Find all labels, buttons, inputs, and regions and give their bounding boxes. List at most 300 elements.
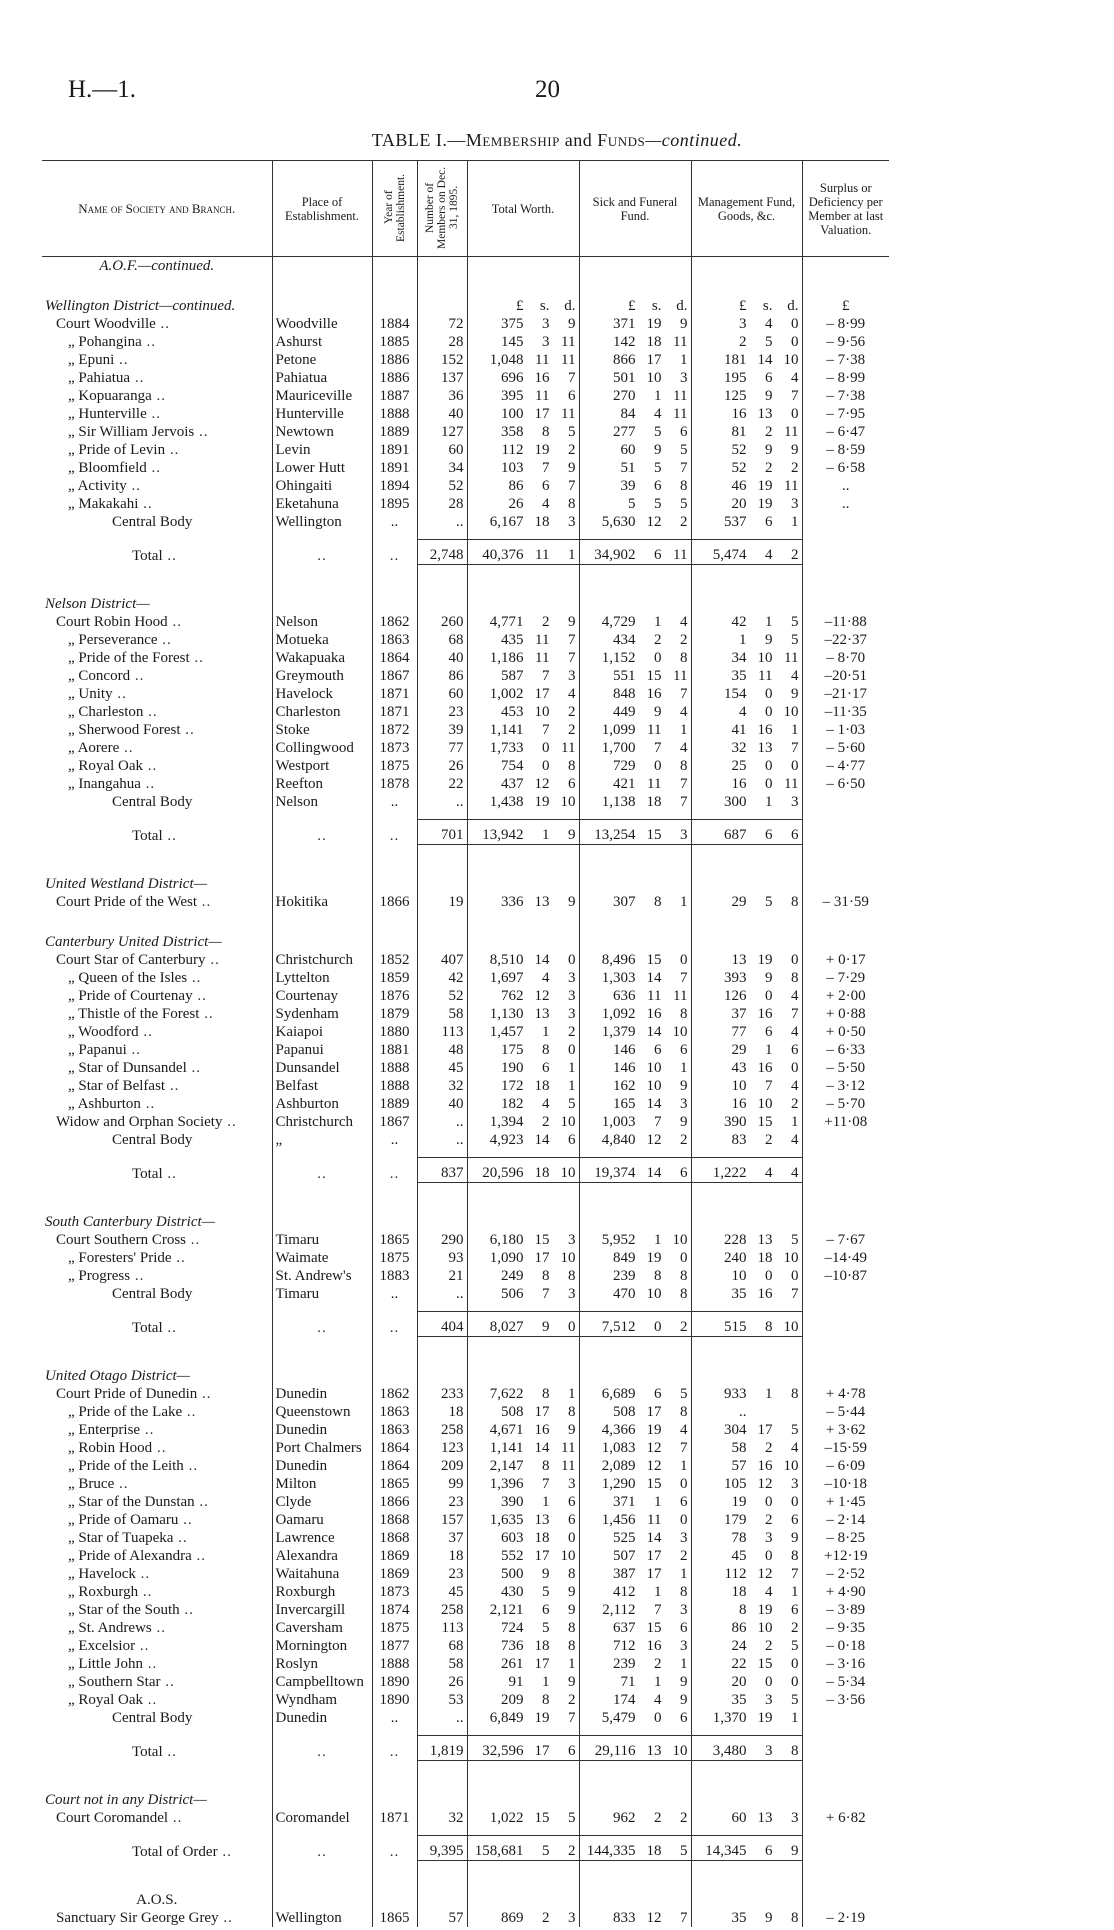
management-fund-pounds: 45: [731, 1548, 747, 1564]
total-worth-pounds: 1,090: [489, 1250, 524, 1266]
management-fund-pence: 3: [791, 1476, 799, 1492]
place-cell: [272, 1249, 372, 1267]
total-worth-shillings: 5: [542, 1843, 550, 1859]
total-worth-cell: [467, 1511, 579, 1529]
total-worth-pence: 8: [568, 1404, 576, 1420]
leader-dots: ..: [317, 1165, 327, 1182]
branch-name-text: Pride of the Lake: [78, 1404, 183, 1420]
sick-fund-pounds: 712: [613, 1638, 636, 1654]
surplus-cell: – 6·33: [802, 1041, 889, 1059]
management-fund-pence: 5: [791, 1692, 799, 1708]
total-worth-cell: [467, 631, 579, 649]
management-fund-cell: [691, 1249, 802, 1267]
sick-fund-pence: 8: [680, 1006, 688, 1022]
sick-fund-shillings: 14: [646, 970, 662, 986]
table-row: [42, 1511, 889, 1529]
sick-fund-pounds: 5,630: [601, 514, 636, 530]
sick-fund-pounds: 833: [613, 1910, 636, 1926]
members-cell: 32: [417, 1809, 467, 1827]
branch-name-text: Concord: [78, 668, 131, 684]
surplus-cell: – 6·58: [802, 459, 889, 477]
place-cell: [272, 1285, 372, 1303]
sick-fund-cell: [579, 685, 691, 703]
management-fund-cell: [691, 1131, 802, 1149]
ditto-mark: „: [68, 1530, 79, 1546]
sick-fund-pence: 6: [680, 424, 688, 440]
branch-name: [42, 1113, 272, 1131]
total-worth-cell: [467, 1041, 579, 1059]
table-row: [42, 1475, 889, 1493]
management-fund-pence: 5: [791, 1232, 799, 1248]
surplus-cell: – 8·59: [802, 441, 889, 459]
total-worth-pence: 8: [568, 496, 576, 512]
leader-dots: ..: [143, 704, 158, 720]
members-cell: 23: [417, 703, 467, 721]
total-worth-pounds: 603: [501, 1530, 524, 1546]
management-fund-shillings: 12: [757, 1476, 773, 1492]
branch-name: [42, 333, 272, 351]
table-row: [42, 793, 889, 811]
year-cell: 1880: [372, 1023, 417, 1041]
table-row: [42, 1601, 889, 1619]
place-text: Wellington: [275, 514, 342, 530]
branch-name: [42, 1655, 272, 1673]
sick-fund-pence: 3: [680, 370, 688, 386]
leader-dots: ..: [173, 1530, 188, 1546]
place-cell: [272, 649, 372, 667]
branch-name: [42, 1403, 272, 1421]
total-worth-shillings: 2: [542, 1910, 550, 1926]
sick-fund-pence: 1: [680, 722, 688, 738]
branch-name-text: Court Coromandel: [56, 1810, 169, 1826]
surplus-cell: –14·49: [802, 1249, 889, 1267]
management-fund-pence: 4: [791, 370, 799, 386]
branch-name: [42, 405, 272, 423]
place-text: Ohingaiti: [275, 478, 333, 494]
members-cell: 22: [417, 775, 467, 793]
total-worth-pounds: 26: [508, 496, 524, 512]
management-fund-shillings: 8: [765, 1319, 773, 1335]
management-fund-pence: 10: [783, 1319, 799, 1335]
district-name: [42, 297, 272, 315]
surplus-cell: [802, 540, 889, 565]
branch-name: [42, 631, 272, 649]
sick-fund-cell: [579, 739, 691, 757]
leader-dots: ..: [317, 1319, 327, 1336]
management-fund-pence: 6: [791, 1602, 799, 1618]
total-worth-shillings: 12: [534, 776, 550, 792]
management-fund-shillings: 1: [765, 794, 773, 810]
total-worth-pounds: 32,596: [482, 1743, 524, 1759]
branch-name-text: Royal Oak: [78, 758, 143, 774]
management-fund-pence: 1: [791, 722, 799, 738]
management-fund-cell: [691, 1809, 802, 1827]
ditto-mark: „: [68, 1268, 79, 1284]
branch-name: [42, 1041, 272, 1059]
management-fund-cell: [691, 820, 802, 845]
sick-fund-shillings: 9: [654, 442, 662, 458]
management-fund-pounds: 20: [731, 496, 747, 512]
total-worth-shillings: 19: [534, 442, 550, 458]
header-members: Number of Members on Dec. 31, 1895.: [417, 161, 467, 257]
management-fund-cell: [691, 893, 802, 911]
branch-name-text: Hunterville: [78, 406, 147, 422]
members-cell: 45: [417, 1583, 467, 1601]
management-fund-cell: [691, 1547, 802, 1565]
members-cell: 52: [417, 987, 467, 1005]
place-cell: [272, 441, 372, 459]
total-worth-cell: [467, 1385, 579, 1403]
leader-dots: ..: [112, 686, 127, 702]
total-worth-pounds: 754: [501, 758, 524, 774]
branch-name-text: Papanui: [78, 1042, 127, 1058]
total-worth-shillings: 18: [534, 1165, 550, 1181]
total-worth-pence: 9: [568, 1602, 576, 1618]
sick-fund-cell: [579, 1493, 691, 1511]
branch-name-text: Pahiatua: [78, 370, 131, 386]
total-worth-pence: 1: [568, 1060, 576, 1076]
branch-name: [42, 513, 272, 531]
surplus-cell: –20·51: [802, 667, 889, 685]
members-cell: 233: [417, 1385, 467, 1403]
total-worth-shillings: 18: [534, 1638, 550, 1654]
total-worth-shillings: 7: [542, 1476, 550, 1492]
sick-fund-pence: 10: [672, 1743, 688, 1759]
place-text: Lawrence: [275, 1530, 335, 1546]
total-worth-pence: 10: [560, 1114, 576, 1130]
place-cell: [272, 1529, 372, 1547]
table-row: [42, 667, 889, 685]
place-text: Papanui: [275, 1042, 324, 1058]
surplus-cell: – 8·25: [802, 1529, 889, 1547]
leader-dots: ..: [162, 1743, 177, 1760]
management-fund-pence: 4: [791, 1165, 799, 1181]
management-fund-pence: 5: [791, 1638, 799, 1654]
header-row: [42, 161, 889, 257]
place-text: Collingwood: [275, 740, 354, 756]
management-fund-pounds: 1: [739, 632, 747, 648]
sick-fund-cell: [579, 333, 691, 351]
management-fund-shillings: 6: [765, 370, 773, 386]
total-worth-cell: [467, 1421, 579, 1439]
sick-fund-pence: 8: [680, 1286, 688, 1302]
table-row: [42, 405, 889, 423]
total-worth-cell: [467, 775, 579, 793]
sick-fund-cell: [579, 1655, 691, 1673]
leader-dots: ..: [162, 547, 177, 564]
management-fund-cell: [691, 315, 802, 333]
management-fund-shillings: 19: [757, 952, 773, 968]
place-cell: [272, 1673, 372, 1691]
management-fund-pounds: 14,345: [705, 1843, 747, 1859]
sick-fund-pounds: 1,152: [601, 650, 636, 666]
sick-fund-pence: 10: [672, 1232, 688, 1248]
table-row: [42, 459, 889, 477]
total-worth-shillings: 0: [542, 758, 550, 774]
sick-fund-shillings: 13: [646, 1743, 662, 1759]
sick-fund-pence: 8: [680, 650, 688, 666]
management-fund-cell: [691, 1005, 802, 1023]
total-worth-pence: 3: [568, 668, 576, 684]
leader-dots: ..: [157, 632, 172, 648]
district-name-text: South Canterbury District—: [45, 1214, 216, 1230]
total-worth-cell: [467, 1457, 579, 1475]
year-cell: [372, 540, 417, 565]
sick-fund-pounds: 307: [613, 894, 636, 910]
sick-fund-pounds: 142: [613, 334, 636, 350]
sick-fund-pence: 2: [680, 1810, 688, 1826]
management-fund-pence: 1: [791, 1584, 799, 1600]
place-cell: [272, 757, 372, 775]
members-cell: ..: [417, 793, 467, 811]
branch-name: [42, 685, 272, 703]
header-place: Place of Establishment.: [272, 161, 372, 257]
branch-name: [42, 893, 272, 911]
sick-fund-shillings: 14: [646, 1024, 662, 1040]
total-worth-cell: [467, 315, 579, 333]
sick-fund-pence: 2: [680, 1132, 688, 1148]
total-worth-pounds: 724: [501, 1620, 524, 1636]
management-fund-shillings: 15: [757, 1656, 773, 1672]
management-fund-cell: [691, 459, 802, 477]
sick-fund-pence: 7: [680, 970, 688, 986]
total-worth-shillings: 7: [542, 722, 550, 738]
management-fund-pence: 0: [791, 316, 799, 332]
management-fund-pence: 8: [791, 1548, 799, 1564]
sick-fund-pounds: 270: [613, 388, 636, 404]
place-text: Christchurch: [275, 952, 353, 968]
sick-fund-pence: 8: [680, 758, 688, 774]
district-heading: [42, 1213, 889, 1231]
sick-fund-pence: 0: [680, 1512, 688, 1528]
surplus-cell: +12·19: [802, 1547, 889, 1565]
pence-unit: d.: [564, 298, 576, 314]
management-fund-pounds: 240: [724, 1250, 747, 1266]
management-fund-pence: 11: [784, 776, 799, 792]
members-cell: 113: [417, 1023, 467, 1041]
total-worth-shillings: 19: [534, 794, 550, 810]
ditto-mark: „: [68, 1250, 79, 1266]
total-worth-pence: 7: [568, 478, 576, 494]
management-fund-cell: [691, 1077, 802, 1095]
branch-name-text: Pride of Oamaru: [78, 1512, 179, 1528]
sick-fund-shillings: 11: [647, 776, 662, 792]
total-worth-shillings: 3: [542, 316, 550, 332]
members-cell: 9,395: [417, 1836, 467, 1861]
sick-fund-shillings: 14: [646, 1096, 662, 1112]
place-text: Coromandel: [275, 1810, 350, 1826]
management-fund-cell: [691, 495, 802, 513]
branch-name: [42, 369, 272, 387]
management-fund-pounds: 34: [731, 650, 747, 666]
members-cell: 23: [417, 1565, 467, 1583]
management-fund-cell: [691, 1736, 802, 1761]
management-fund-shillings: 0: [765, 686, 773, 702]
surplus-cell: – 5·60: [802, 739, 889, 757]
total-worth-shillings: 15: [534, 1232, 550, 1248]
ditto-mark: „: [68, 1692, 79, 1708]
leader-dots: ..: [180, 722, 195, 738]
members-cell: 258: [417, 1601, 467, 1619]
total-worth-cell: [467, 1493, 579, 1511]
leader-dots: ..: [222, 1114, 237, 1130]
management-fund-pence: 7: [791, 1286, 799, 1302]
branch-name: [42, 495, 272, 513]
total-worth-shillings: 2: [542, 614, 550, 630]
total-worth-pounds: 158,681: [474, 1843, 524, 1859]
total-worth-pounds: 6,849: [489, 1710, 524, 1726]
total-worth-cell: [467, 1619, 579, 1637]
branch-name-text: Bloomfield: [78, 460, 147, 476]
management-fund-cell: [691, 1673, 802, 1691]
leader-dots: ..: [143, 1692, 158, 1708]
management-fund-pounds: 35: [731, 1286, 747, 1302]
sick-fund-pence: 4: [680, 704, 688, 720]
management-fund-pence: 4: [791, 1132, 799, 1148]
total-worth-pence: 11: [561, 740, 576, 756]
table-row: [42, 703, 889, 721]
district-name: [42, 1891, 272, 1909]
management-fund-pence: 1: [791, 514, 799, 530]
management-fund-pence: 4: [791, 1440, 799, 1456]
management-fund-shillings: 3: [765, 1743, 773, 1759]
total-worth-pence: 10: [560, 794, 576, 810]
sick-fund-pounds: 434: [613, 632, 636, 648]
management-fund-cell: [691, 1113, 802, 1131]
management-fund-pounds: 10: [731, 1268, 747, 1284]
total-worth-pence: 3: [568, 1232, 576, 1248]
year-cell: 1873: [372, 1583, 417, 1601]
sick-fund-cell: [579, 969, 691, 987]
sick-fund-pounds: 8,496: [601, 952, 636, 968]
branch-name: [42, 1249, 272, 1267]
management-fund-pounds: 8: [739, 1602, 747, 1618]
branch-name: [42, 757, 272, 775]
table-row: [42, 951, 889, 969]
management-fund-pounds: 3: [739, 316, 747, 332]
leader-dots: ..: [146, 460, 161, 476]
total-worth-shillings: 5: [542, 1620, 550, 1636]
place-text: Dunedin: [275, 1422, 328, 1438]
sick-fund-pence: 8: [680, 1404, 688, 1420]
place-text: Oamaru: [275, 1512, 324, 1528]
total-worth-pounds: 1,438: [489, 794, 524, 810]
sick-fund-shillings: 4: [654, 406, 662, 422]
table-row: [42, 987, 889, 1005]
management-fund-pence: 0: [791, 952, 799, 968]
leader-dots: ..: [135, 1638, 150, 1654]
total-label: [42, 1158, 272, 1183]
year-cell: 1875: [372, 1249, 417, 1267]
surplus-cell: +11·08: [802, 1113, 889, 1131]
sick-fund-cell: [579, 315, 691, 333]
total-label: [42, 820, 272, 845]
sick-fund-cell: [579, 495, 691, 513]
leader-dots: ..: [186, 1232, 201, 1248]
leader-dots: ..: [152, 1440, 167, 1456]
place-text: Ashburton: [275, 1096, 339, 1112]
branch-name-text: Widow and Orphan Society: [56, 1114, 223, 1130]
total-worth-cell: [467, 951, 579, 969]
surplus-cell: – 5·44: [802, 1403, 889, 1421]
place-text: Alexandra: [275, 1548, 338, 1564]
management-fund-shillings: 4: [765, 316, 773, 332]
total-worth-pounds: 508: [501, 1404, 524, 1420]
place-cell: [272, 1691, 372, 1709]
total-worth-pounds: 40,376: [482, 547, 524, 563]
table-row: [42, 1457, 889, 1475]
sick-fund-pence: 10: [672, 1024, 688, 1040]
management-fund-shillings: 0: [765, 704, 773, 720]
total-worth-cell: [467, 1158, 579, 1183]
total-worth-pence: 7: [568, 370, 576, 386]
management-fund-pounds: 3,480: [712, 1743, 747, 1759]
sick-fund-cell: [579, 1709, 691, 1727]
total-worth-shillings: 11: [535, 352, 550, 368]
total-worth-pounds: 1,396: [489, 1476, 524, 1492]
leader-dots: ..: [138, 1584, 153, 1600]
ditto-mark: „: [68, 686, 79, 702]
year-cell: 1890: [372, 1691, 417, 1709]
year-cell: 1875: [372, 757, 417, 775]
place-cell: [272, 969, 372, 987]
year-cell: 1894: [372, 477, 417, 495]
total-worth-pence: 8: [568, 1566, 576, 1582]
sick-fund-pounds: 239: [613, 1268, 636, 1284]
total-worth-pence: 3: [568, 1006, 576, 1022]
leader-dots: ..: [317, 827, 327, 844]
leader-dots: ..: [130, 668, 145, 684]
total-worth-pence: 1: [568, 1078, 576, 1094]
management-fund-shillings: 19: [757, 496, 773, 512]
total-worth-pounds: 13,942: [482, 827, 524, 843]
district-heading: [42, 875, 889, 893]
branch-name-text: Perseverance: [78, 632, 158, 648]
surplus-cell: [802, 1836, 889, 1861]
branch-name-text: Court Southern Cross: [56, 1232, 187, 1248]
total-label: [42, 1312, 272, 1337]
management-fund-cell: [691, 987, 802, 1005]
branch-name-text: Unity: [78, 686, 113, 702]
sick-fund-pounds: 637: [613, 1620, 636, 1636]
sick-fund-shillings: 2: [654, 1656, 662, 1672]
management-fund-pounds: 2: [739, 334, 747, 350]
branch-name: [42, 441, 272, 459]
members-cell: 127: [417, 423, 467, 441]
leader-dots: ..: [194, 424, 209, 440]
sick-fund-pounds: 4,840: [601, 1132, 636, 1148]
place-cell: [272, 1601, 372, 1619]
leader-dots: ..: [155, 316, 171, 332]
sick-fund-pounds: 39: [620, 478, 636, 494]
ditto-mark: „: [68, 370, 79, 386]
branch-name-text: Charleston: [78, 704, 144, 720]
members-cell: 58: [417, 1655, 467, 1673]
total-worth-shillings: 14: [534, 1440, 550, 1456]
sick-fund-pence: 6: [680, 1710, 688, 1726]
sick-fund-cell: [579, 1583, 691, 1601]
place-cell: [272, 1059, 372, 1077]
total-worth-shillings: 14: [534, 952, 550, 968]
place-cell: [272, 685, 372, 703]
management-fund-cell: [691, 1439, 802, 1457]
surplus-cell: – 31·59: [802, 893, 889, 911]
total-worth-cell: [467, 703, 579, 721]
sick-fund-pence: 5: [680, 1843, 688, 1859]
sick-fund-cell: [579, 1158, 691, 1183]
management-fund-pence: 4: [791, 668, 799, 684]
total-worth-shillings: 7: [542, 1286, 550, 1302]
